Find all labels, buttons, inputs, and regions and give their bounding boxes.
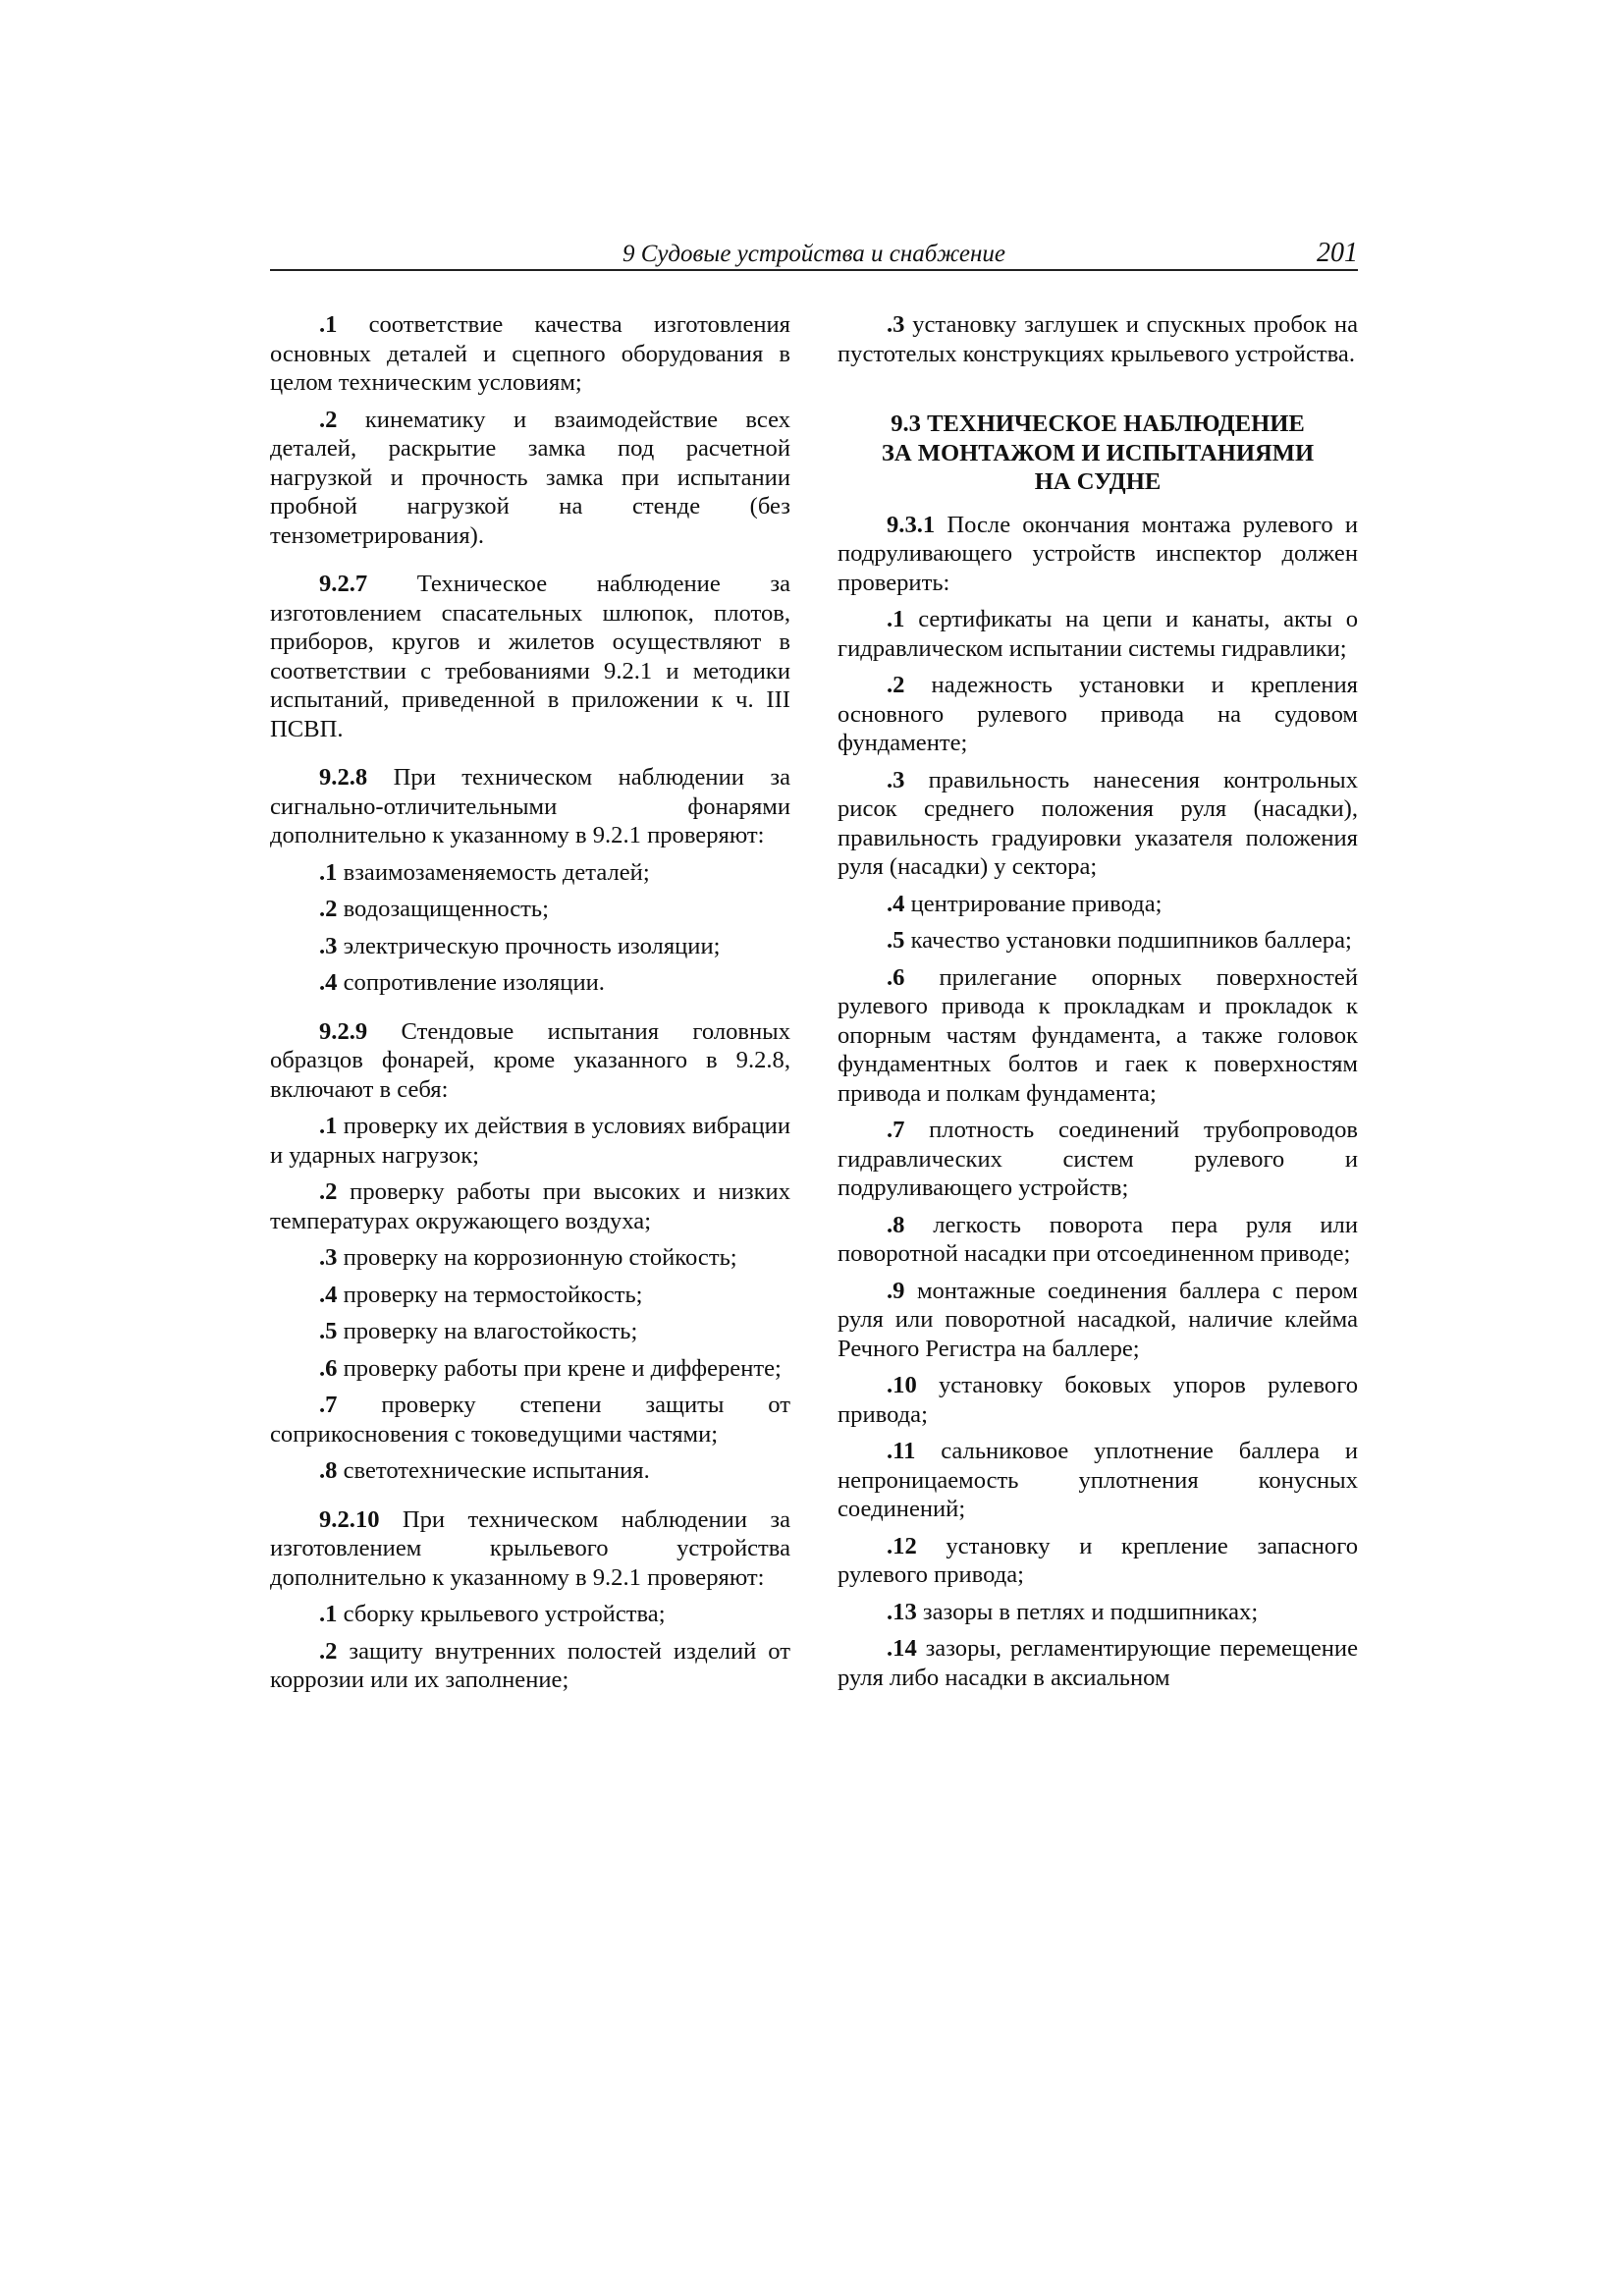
list-item: .11 сальниковое уплотнение баллера и непроницаемость уплотнения конусных соединений; (838, 1438, 1358, 1522)
list-item: .1 соответствие качества изготовления основных деталей и сцепного оборудования в целом техническим условиям; (270, 311, 790, 396)
list-item: .7 плотность соединений трубопроводов гидравлических систем рулевого и подруливающего устройств; (838, 1117, 1358, 1201)
list-item: .2 кинематику и взаимодействие всех деталей, раскрытие замка под расчетной нагрузкой и прочность замка при испытании пробной нагрузкой на стенде (без тензометрирования). (270, 406, 790, 549)
list-item: .8 легкость поворота пера руля или поворотной насадки при отсоединенном приводе; (838, 1211, 1358, 1267)
list-item: .10 установку боковых упоров рулевого привода; (838, 1372, 1358, 1428)
list-item: .1 сборку крыльевого устройства; (319, 1601, 666, 1627)
list-item: .5 качество установки подшипников баллера; (887, 927, 1352, 954)
list-item: .3 установку заглушек и спускных пробок на пустотелых конструкциях крыльевого устройства. (838, 311, 1358, 367)
clause-9-3-1: 9.3.1 После окончания монтажа рулевого и подруливающего устройств инспектор должен проверить: (838, 511, 1358, 596)
clause-9-2-10: 9.2.10 При техническом наблюдении за изготовлением крыльевого устройства дополнительно к указанному в 9.2.1 проверяют: (270, 1505, 790, 1591)
list-item: .14 зазоры, регламентирующие перемещение руля либо насадки в аксиальном (838, 1635, 1358, 1691)
list-item: .13 зазоры в петлях и подшипниках; (887, 1598, 1259, 1625)
running-header (270, 240, 1358, 271)
list-item: .1 сертификаты на цепи и канаты, акты о гидравлическом испытании системы гидравлики; (838, 606, 1358, 662)
list-item: .1 взаимозаменяемость деталей; (319, 858, 650, 886)
list-item: .9 монтажные соединения баллера с пером руля или поворотной насадкой, наличие клейма Речного Регистра на баллере; (838, 1277, 1358, 1362)
list-item: .4 проверку на термостойкость; (319, 1281, 643, 1308)
right-column (838, 310, 1358, 1692)
list-item: .2 защиту внутренних полостей изделий от коррозии или их заполнение; (270, 1637, 790, 1693)
clause-9-2-8: 9.2.8 При техническом наблюдении за сигнально-отличительными фонарями дополнительно к указанному в 9.2.1 проверяют: (270, 764, 790, 848)
page-number: 201 (1317, 238, 1358, 268)
list-item: .7 проверку степени защиты от соприкосновения с токоведущими частями; (270, 1392, 790, 1448)
clause-9-2-7: 9.2.7 Техническое наблюдение за изготовлением спасательных шлюпок, плотов, приборов, кругов и жилетов осуществляют в соответствии с требованиями 9.2.1 и методики испытаний, приведенной в приложении к ч. III ПСВП. (270, 571, 790, 742)
list-item: .3 электрическую прочность изоляции; (319, 932, 721, 959)
list-item: .1 проверку их действия в условиях вибрации и ударных нагрузок; (270, 1113, 790, 1169)
list-item: .2 водозащищенность; (319, 896, 549, 922)
list-item: .3 правильность нанесения контрольных рисок среднего положения руля (насадки), правильность градуировки указателя положения руля (насадки) у сектора; (838, 766, 1358, 880)
list-item: .6 прилегание опорных поверхностей рулевого привода к прокладкам и прокладок к опорным частям фундамента, а также головок фундаментных болтов и гаек к поверхностям привода и полкам фундамента; (838, 963, 1358, 1107)
list-item: .5 проверку на влагостойкость; (319, 1318, 638, 1344)
list-item: .6 проверку работы при крене и дифференте; (319, 1354, 782, 1382)
list-item: .4 центрирование привода; (887, 890, 1163, 917)
list-item: .3 проверку на коррозионную стойкость; (319, 1244, 737, 1271)
list-item: .8 светотехнические испытания. (319, 1457, 650, 1484)
list-item: .4 сопротивление изоляции. (319, 969, 605, 996)
header-title: 9 Судовые устройства и снабжение (622, 241, 1006, 267)
section-heading: 9.3 ТЕХНИЧЕСКОЕ НАБЛЮДЕНИЕ ЗА МОНТАЖОМ И ИСПЫТАНИЯМИ НА СУДНЕ (881, 410, 1315, 495)
list-item: .12 установку и крепление запасного рулевого привода; (838, 1532, 1358, 1588)
list-item: .2 надежность установки и крепления основного рулевого привода на судовом фундаменте; (838, 672, 1358, 756)
clause-9-2-9: 9.2.9 Стендовые испытания головных образцов фонарей, кроме указанного в 9.2.8, включают в себя: (270, 1017, 790, 1103)
list-item: .2 проверку работы при высоких и низких температурах окружающего воздуха; (270, 1178, 790, 1234)
left-column (270, 310, 790, 1695)
